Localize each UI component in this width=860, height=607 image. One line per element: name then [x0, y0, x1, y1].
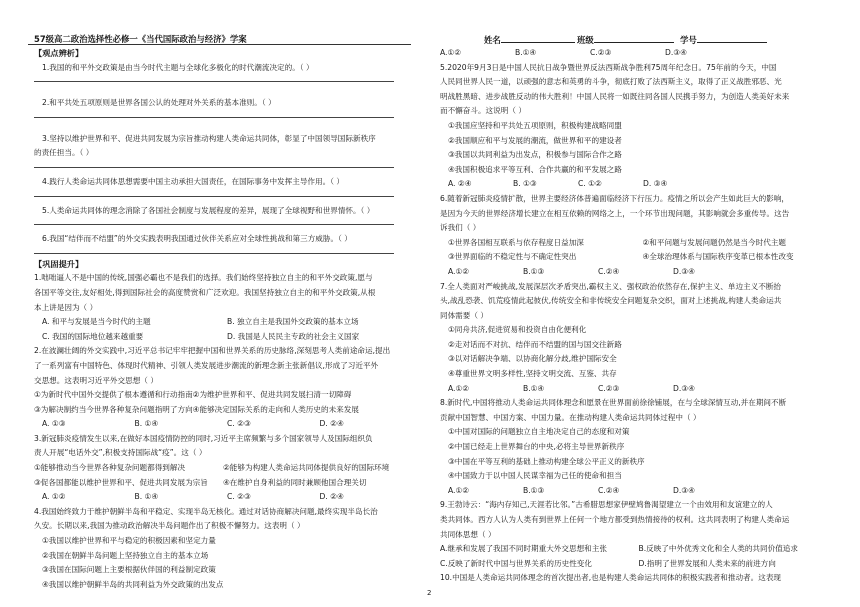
header-rule — [28, 44, 411, 45]
judgement-2: 2.和平共处五项原则是世界各国公认的处理对外关系的基本准则。（ ） — [42, 98, 276, 108]
question-10: 10.中国是人类命运共同体理念的首次提出者,也是构建人类命运共同体的积极实践者和推动者。这表现 — [440, 573, 782, 583]
question-4: 4.我国始终致力于维护朝鲜半岛和平稳定、实现半岛无核化。通过对话协商解决问题,最终实现半岛长治 — [34, 506, 378, 516]
question-9-cont: 类共同体。西方人认为人类有到世界上任何一个地方都受到热情接待的权利。这共同表明了构建人类命运 — [440, 515, 790, 524]
question-8: 8.新时代,中国将推动人类命运共同体理念和愿景在世界面前徐徐铺展，在与全球深情互动,并在期间不断 — [440, 398, 787, 408]
answer-line[interactable] — [34, 218, 394, 225]
statement-4: ④我国积极追求平等互利、合作共赢的和平发展之路 — [448, 164, 622, 174]
option-d[interactable]: D. 我国是人民民主专政的社会主义国家 — [227, 331, 360, 341]
option-d[interactable]: D.③④ — [673, 383, 695, 393]
name-label: 姓名 — [484, 35, 501, 45]
option-c[interactable]: C.②③ — [598, 383, 620, 393]
question-9: 9.王勃诗云：“海内存知己,天涯若比邻。”古希腊思想家伊壁鸠鲁渴望建立一个由效用和友谊建立的人 — [440, 500, 773, 510]
option-b[interactable]: B.①③ — [523, 485, 545, 495]
statement-2: ②我国顺应和平与发展的潮流，做世界和平的建设者 — [448, 135, 622, 145]
option-a[interactable]: A.①② — [448, 485, 470, 495]
section-viewpoint-analysis: 【观点辨析】 — [34, 48, 84, 58]
judgement-6: 6.我国“结伴而不结盟”的外交实践表明我国通过伙伴关系应对全球性挑战和第三方威胁。（ ） — [42, 234, 352, 244]
section-consolidation: 【巩固提升】 — [34, 258, 84, 269]
statement-3: ③促各国都能以维护世界和平、促进共同发展为宗旨 — [34, 477, 208, 487]
statement-2: ②我国在朝鲜半岛问题上坚持独立自主的基本立场 — [42, 550, 209, 560]
option-a[interactable]: A.①② — [448, 266, 470, 276]
option-d[interactable]: D. ②④ — [319, 419, 344, 429]
option-d[interactable]: D.③④ — [665, 48, 687, 57]
question-2: 2.在波澜壮阔的外交实践中,习近平总书记牢牢把握中国和世界关系的历史脉络,深刻思考人类前途命运,提出 — [34, 346, 391, 356]
statement-3: ③中国在平等互利的基础上推动构建全球公平正义的新秩序 — [448, 456, 645, 466]
name-field — [484, 33, 575, 46]
option-c[interactable]: C.②④ — [598, 266, 620, 276]
statement-3: ③我国以共同利益为出发点，积极参与国际合作之路 — [448, 150, 622, 160]
question-6-cont: 是因为今天的世界经济增长建立在相互依赖的网络之上，一个环节出现问题，其影响就会多重传导。这告 — [440, 208, 790, 218]
option-b[interactable]: B.反映了中外优秀文化和全人类的共同价值追求 — [638, 544, 798, 554]
option-a[interactable]: A. ①③ — [42, 419, 66, 429]
answer-line[interactable] — [34, 161, 394, 168]
option-c[interactable]: C. 我国的国际地位越来越重要 — [42, 331, 144, 341]
answer-line[interactable] — [34, 247, 394, 254]
statement-2: ②能够为构建人类命运共同体提供良好的国际环境 — [223, 463, 390, 473]
option-d[interactable]: D.③④ — [673, 485, 695, 495]
option-a[interactable]: A.继承和发展了我国不同时期重大外交思想和主张 — [440, 544, 607, 554]
question-1-stem: 本上讲是因为（ ） — [34, 302, 98, 312]
judgement-1: 1.我国的和平外交政策是由当今时代主题与全球化多极化的时代潮流决定的。（ ） — [42, 62, 314, 72]
question-2-statements-cont: ③为解决制约当今世界各种复杂问题指明了方向④能够决定国际关系的走向和人类历史的未来发展 — [34, 404, 359, 414]
class-field — [577, 33, 674, 46]
statement-4: ④尊重世界文明多样性,坚持文明交流、互鉴、共存 — [448, 369, 617, 379]
option-b[interactable]: B.①④ — [523, 383, 545, 393]
question-2-stem: 交思想。这表明习近平外交思想（ ） — [34, 375, 158, 385]
statement-1: ①我国应坚持和平共处五项原则，积极构建战略同盟 — [448, 120, 622, 130]
option-c[interactable]: C. ②③ — [227, 419, 251, 429]
option-c[interactable]: C.②④ — [598, 485, 620, 495]
question-8-options — [440, 484, 748, 499]
question-6-options — [440, 265, 748, 280]
option-b[interactable]: B. ①④ — [134, 492, 159, 502]
option-a[interactable]: A.①② — [448, 383, 470, 393]
question-6-statements — [440, 236, 837, 265]
statement-1: ①能够推动当今世界各种复杂问题都得到解决 — [34, 463, 186, 473]
question-9-options — [440, 542, 837, 571]
statement-3: ③世界面临的不稳定性与不确定性突出 — [448, 252, 577, 262]
option-c[interactable]: C. ①② — [578, 179, 602, 189]
statement-2: ②和平问题与发展问题仍然是当今时代主题 — [642, 237, 786, 247]
statement-1: ①世界各国相互联系与依存程度日益加深 — [448, 237, 584, 247]
question-3-stem: 责人开展“电话外交”,积极支持国际战“疫”。这（ ） — [34, 448, 207, 458]
option-c[interactable]: C. ②③ — [227, 492, 251, 502]
right-column — [440, 46, 837, 586]
question-8-stem: 贡献中国智慧、中国方案、中国力量。在推动构建人类命运共同体过程中（ ） — [440, 412, 701, 422]
statement-4: ④中国致力于以中国人民谋幸福为己任的使命和担当 — [448, 471, 622, 481]
option-a[interactable]: A. 和平与发展是当今时代的主题 — [42, 317, 151, 327]
statement-2: ②走对话而不对抗、结伴而不结盟的国与国交往新路 — [448, 339, 622, 349]
option-d[interactable]: D.指明了世界发展和人类未来的前进方向 — [638, 558, 776, 568]
question-5-cont: 明战胜黑暗、进步战胜反动的伟大胜利！中国人民将一如既往同各国人民携手努力，为创造人类美好未来 — [440, 91, 790, 101]
option-b[interactable]: B. ①③ — [513, 179, 537, 189]
judgement-3: 3.坚持以维护世界和平、促进共同发展为宗旨推动构建人类命运共同体，彰显了中国领导国际新秩序 — [42, 133, 376, 143]
question-4-stem: 久安。长期以来,我国为推动政治解决半岛问题作出了积极不懈努力。这表明（ ） — [34, 521, 305, 531]
question-7-cont: 头,战乱恐袭、饥荒疫情此起彼伏,传统安全和非传统安全问题复杂交织，面对上述挑战,构建人类命运共 — [440, 296, 782, 306]
question-5-options — [440, 177, 708, 192]
option-b[interactable]: B. ①④ — [134, 419, 159, 429]
statement-4: ④在维护自身利益的同时兼顾他国合理关切 — [223, 477, 367, 487]
option-a[interactable]: A. ①② — [42, 492, 66, 502]
answer-line[interactable] — [34, 75, 394, 82]
question-4-options — [440, 46, 740, 61]
judgement-5: 5.人类命运共同体的理念消除了各国社会制度与发展程度的差异，展现了全球视野和世界情怀。（ ） — [42, 205, 375, 215]
question-3-options — [34, 490, 412, 505]
option-d[interactable]: D.③④ — [673, 266, 695, 276]
question-9-stem: 共同体思想（ ） — [440, 529, 496, 539]
question-2-options — [34, 417, 412, 432]
page-number: 2 — [427, 589, 432, 597]
id-blank[interactable] — [697, 33, 767, 43]
worksheet-title: 57级高二政治选择性必修一《当代国际政治与经济》学案 — [34, 34, 247, 44]
answer-line[interactable] — [34, 190, 394, 197]
question-2-cont: 了一系列富有中国特色、体现时代精神、引领人类发展进步潮流的新理念新主张新倡议,形成了习近平外 — [34, 360, 379, 370]
option-b[interactable]: B. 独立自主是我国外交政策的基本立场 — [227, 317, 359, 327]
question-5: 5.2020年9月3日是中国人民抗日战争暨世界反法西斯战争胜利75周年纪念日。75年前的今天，中国 — [440, 62, 777, 72]
option-b[interactable]: B.①④ — [515, 48, 537, 57]
id-label: 学号 — [680, 35, 697, 45]
question-1-options — [34, 315, 412, 344]
question-7: 7.全人类面对严峻挑战,发展深层次矛盾突出,霸权主义、强权政治依然存在,保护主义、单边主义不断抬 — [440, 281, 782, 291]
question-5-cont: 人民同世界人民一道，以顽强的意志和英勇的斗争，彻底打败了法西斯主义，取得了正义战胜邪恶、光 — [440, 77, 782, 87]
statement-1: ①中国对国际的问题独立自主地决定自己的态度和对策 — [448, 427, 630, 437]
option-a[interactable]: A. ②④ — [448, 179, 472, 189]
option-b[interactable]: B.①③ — [523, 266, 545, 276]
statement-2: ②中国已经走上世界舞台的中央,必将主导世界新秩序 — [448, 442, 625, 452]
question-6-stem: 诉我们（ ） — [440, 223, 481, 233]
statement-3: ③以对话解决争端、以协商化解分歧,维护国际安全 — [448, 354, 617, 364]
class-blank[interactable] — [594, 33, 674, 43]
question-1: 1.咄咄逼人不是中国的传统,国强必霸也不是我们的选择。我们始终坚持独立自主的和平外交政策,愿与 — [34, 273, 373, 283]
question-1-cont: 各国平等交往,友好相处,得到国际社会的高度赞赏和广泛欢迎。我国坚持独立自主的和平外交政策,从根 — [34, 287, 376, 297]
id-field — [680, 33, 767, 46]
statement-3: ③我国在国际问题上主要根据伙伴国的利益制定政策 — [42, 565, 216, 575]
answer-line[interactable] — [34, 111, 394, 118]
option-d[interactable]: D. ②④ — [319, 492, 344, 502]
question-5-stem: 而不懈奋斗。这说明（ ） — [440, 106, 526, 116]
option-a[interactable]: A.①② — [440, 48, 462, 57]
left-column — [34, 46, 412, 592]
question-7-options — [440, 382, 748, 397]
statement-4: ④全球治理体系与国际秩序变革已根本性改变 — [642, 252, 794, 262]
question-2-statements: ①为新时代中国外交提供了根本遵循和行动指南②为维护世界和平、促进共同发展扫清一切障碍 — [34, 390, 352, 400]
statement-1: ①我国以维护世界和平与稳定的积极因素和坚定力量 — [42, 536, 216, 546]
class-label: 班级 — [577, 35, 594, 45]
question-7-stem: 同体需要（ ） — [440, 310, 488, 320]
judgement-4: 4.践行人类命运共同体思想需要中国主动承担大国责任，在国际事务中发挥主导作用。（ ） — [42, 176, 345, 186]
option-c[interactable]: C.反映了新时代中国与世界关系的历史性变化 — [440, 558, 592, 568]
question-6: 6.随着新冠肺炎疫情扩散，世界主要经济体普遍面临经济下行压力。疫情之所以会产生如此巨大的影响， — [440, 193, 789, 203]
question-3-statements — [34, 461, 412, 490]
statement-1: ①同舟共济,促进贸易和投资自由化便利化 — [448, 325, 587, 335]
statement-4: ④我国以维护朝鲜半岛的共同利益为外交政策的出发点 — [42, 579, 224, 589]
question-3: 3.新冠肺炎疫情发生以来,在做好本国疫情防控的同时,习近平主席频繁与多个国家领导人及国际组织负 — [34, 433, 373, 443]
judgement-3-cont: 的责任担当。（ ） — [34, 148, 94, 158]
option-c[interactable]: C.②③ — [590, 48, 612, 57]
option-d[interactable]: D. ③④ — [643, 179, 668, 189]
name-blank[interactable] — [501, 33, 575, 43]
